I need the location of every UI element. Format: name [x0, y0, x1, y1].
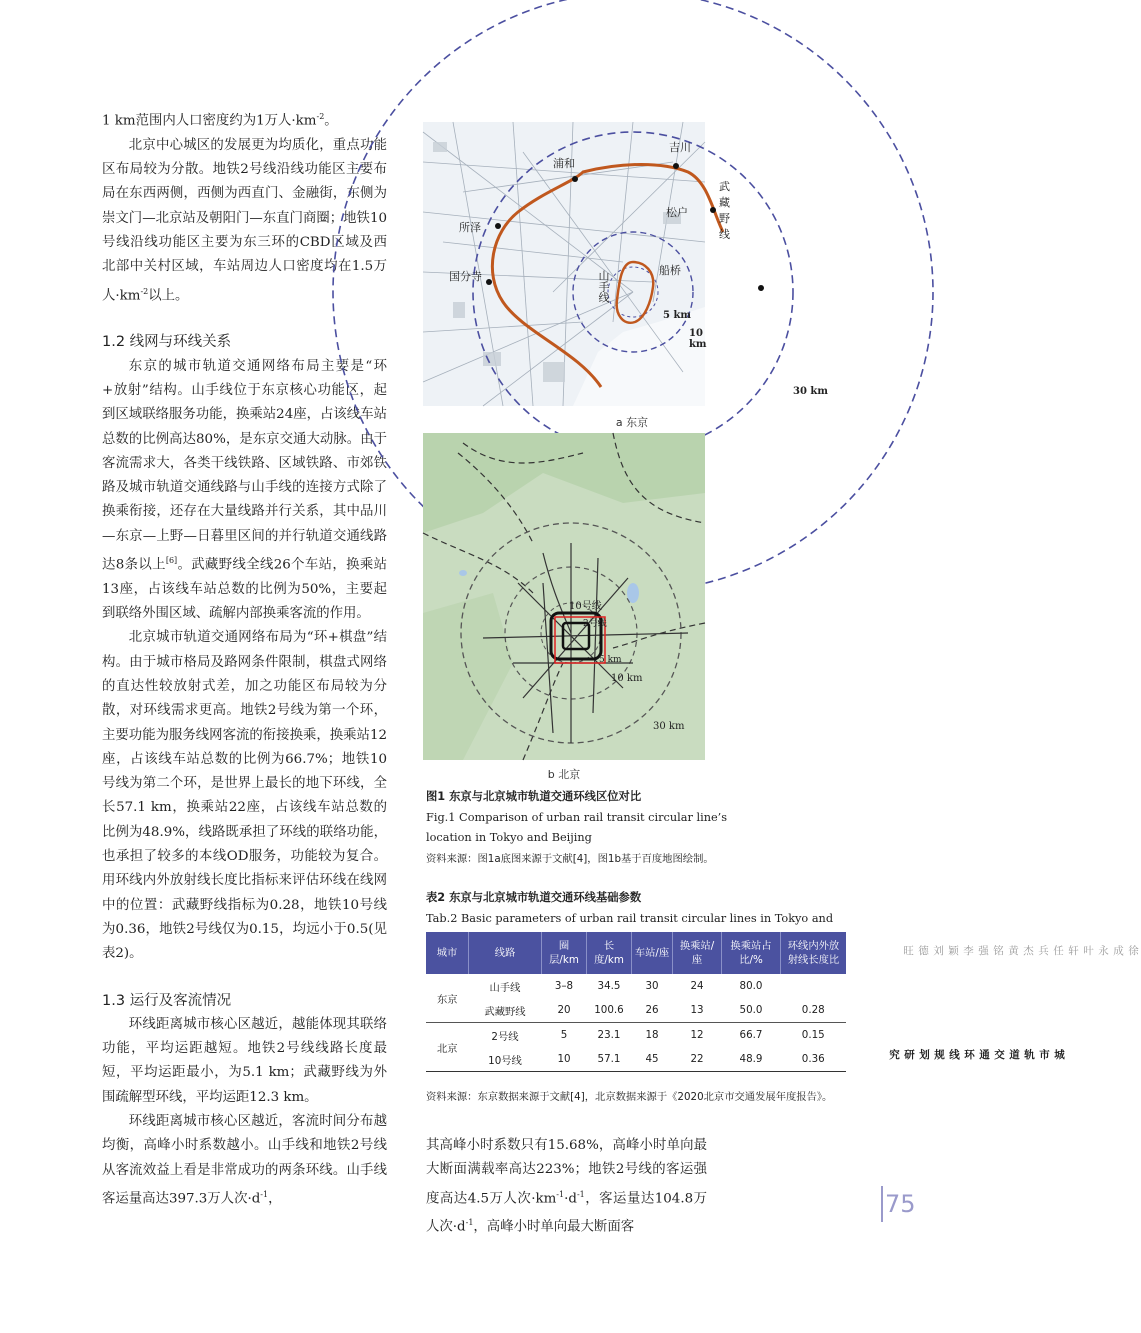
cell-city-beijing: 北京: [426, 1023, 469, 1072]
cell: 30: [645, 980, 659, 992]
table-caption-cn: 表2 东京与北京城市轨道交通环线基础参数: [426, 891, 642, 904]
table-row: [426, 998, 846, 1023]
label-matsudo: 松户: [666, 206, 688, 219]
cell: 13: [673, 998, 722, 1023]
col-transfer-ratio: 换乘站占比/%: [722, 932, 781, 974]
table-header-row: [426, 932, 846, 974]
cell: 48.9: [722, 1047, 781, 1072]
section-heading-1-2: 1.2 线网与环线关系: [102, 334, 232, 351]
label-urawa: 浦和: [553, 157, 575, 170]
label-10km-a: 10 km: [689, 328, 707, 350]
figure-caption: [426, 787, 846, 869]
cell: 山手线: [489, 981, 521, 994]
cell: 80.0: [739, 980, 763, 992]
right-column-text: 其高峰小时系数只有15.68%，高峰小时单向最大断面满载率高达223%；地铁2号线的客运强度高达4.5万人次$\cdot km^{-1}\cdot d^{-1}$，客运量达104.8万人次$\cdot d^{-1}$，高峰小时单向最大断面客: [426, 1138, 707, 1235]
table-row: [426, 1047, 846, 1072]
cell: 100.6: [587, 998, 632, 1023]
cell: 18: [645, 1029, 659, 1041]
subcaption-a: a 东京: [615, 416, 649, 429]
table-caption-en: Tab.2 Basic parameters of urban rail transit circular lines in Tokyo and: [426, 911, 834, 925]
beijing-map: [423, 433, 705, 760]
sidebar-title: 城市轨道交通环线规划研究: [888, 1049, 1065, 1061]
label-30km-a: 30 km: [793, 386, 828, 397]
col-ring: 圈层/km: [542, 932, 587, 974]
cell: 34.5: [597, 980, 621, 992]
page-number-bar: [881, 1186, 883, 1222]
figure-caption-en-2: location in Tokyo and Beijing: [426, 831, 592, 844]
figure-caption-cn: 图1 东京与北京城市轨道交通环线区位对比: [426, 790, 642, 803]
label-30km-b: 30 km: [653, 721, 685, 732]
cell: 45: [632, 1047, 673, 1072]
tokyo-map: [423, 122, 730, 406]
parameters-table: [426, 932, 846, 1072]
left-column: [102, 105, 387, 1212]
label-yoshikawa: 吉川: [669, 141, 691, 154]
table-source: 资料来源：东京数据来源于文献[4]，北京数据来源于《2020北京市交通发展年度报告》。: [426, 1091, 833, 1103]
cell: 2号线: [491, 1030, 519, 1043]
col-length: 长度/km: [587, 932, 632, 974]
paragraph-5: 环线距离城市核心区越近，客流时间分布越均衡，高峰小时系数越小。山手线和地铁2号线从客流效益上看是非常成功的两条环线。山手线客运量高达397.3万人次$\cdot d^{-1}$，: [102, 1113, 387, 1207]
label-kokubunji: 国分寺: [449, 270, 482, 283]
label-funabashi: 船桥: [659, 264, 681, 277]
cell: 57.1: [587, 1047, 632, 1072]
subcaption-b: b 北京: [547, 768, 581, 781]
col-city: 城市: [426, 932, 469, 974]
label-musashino-line: 武藏野线: [719, 180, 730, 241]
cell: 0.28: [781, 998, 847, 1023]
label-10km-b: 10 km: [611, 673, 643, 684]
col-stations: 车站/座: [632, 932, 673, 974]
cell: 武藏野线: [469, 998, 542, 1023]
cell: 26: [632, 998, 673, 1023]
col-transfer: 换乘站/座: [673, 932, 722, 974]
cell: 0.15: [801, 1029, 825, 1041]
cell: 22: [673, 1047, 722, 1072]
section-heading-1-3: 1.3 运行及客流情况: [102, 992, 232, 1009]
beijing-map-graphic: [423, 433, 705, 760]
cell: 50.0: [722, 998, 781, 1023]
table-row: [426, 974, 846, 998]
label-5km-a: 5 km: [663, 310, 691, 321]
label-line-2: 2号线: [583, 619, 607, 629]
cell: 66.7: [739, 1029, 763, 1041]
cell: 12: [690, 1029, 704, 1041]
cell: 24: [690, 980, 704, 992]
cell-city-tokyo: 东京: [426, 974, 469, 1023]
figure-source: 资料来源：图1a底图来源于文献[4]，图1b基于百度地图绘制。: [426, 852, 714, 865]
cell: 20: [542, 998, 587, 1023]
label-line-10: 10号线: [569, 601, 602, 612]
label-yamanote-line: 山手线: [597, 270, 610, 303]
paragraph-0: 1 km范围内人口密度约为1万人$\cdot km^{-2}$。: [102, 112, 338, 129]
cell: 23.1: [597, 1029, 621, 1041]
paragraph-3: 北京城市轨道交通网络布局为“环+棋盘”结构。由于城市格局及路网条件限制，棋盘式网络的直达性较放射式差，加之功能区布局较为分散，对环线需求更高。地铁2号线为第一个环，主要功能为服务线网客流的衔接换乘，换乘站12座，占该线车站总数的比例为66.7%；地铁10号线为第二个环，是世界上最长的地下环线，全长57.1 km，换乘站22座，占该线车站总数的比例为48.9%，线路既承担了环线的联络功能，也承担了较多的本线OD服务，功能较为复合。用环线内外放射线长度比指标来评估环线在线网中的位置：武藏野线指标为0.28，地铁10号线为0.36，地铁2号线仅为0.15，均远小于0.5(见表2)。: [102, 630, 387, 962]
figure-caption-en-1: Fig.1 Comparison of urban rail transit circular line’s: [426, 810, 728, 824]
cell: 10号线: [469, 1047, 542, 1072]
cell: 3–8: [554, 980, 574, 992]
paragraph-4: 环线距离城市核心区越近，越能体现其联络功能，平均运距越短。地铁2号线线路长度最短，平均运距最小，为5.1 km；武藏野线为外围疏解型环线，平均运距12.3 km。: [102, 1016, 387, 1105]
cell: 10: [542, 1047, 587, 1072]
label-5km-b: 5 km: [599, 655, 622, 665]
col-radial-ratio: 环线内外放射线长度比: [781, 932, 847, 974]
paragraph-2: 东京的城市轨道交通网络布局主要是“环+放射”结构。山手线位于东京核心功能区，起到区域联络服务功能，换乘站24座，占该线车站总数的比例高达80%，是东京交通大动脉。由于客流需求大，各类干线铁路、区域铁路、市郊铁路及城市轨道交通线路与山手线的连接方式除了换乘衔接，还存在大量线路并行关系，其中品川—东京—上野—日暮里区间的并行轨道交通线路达8条以上[6]。武藏野线全线26个车站，换乘站13座，占该线车站总数的比例为50%，主要起到联络外围区域、疏解内部换乘客流的作用。: [102, 358, 387, 622]
sidebar-authors: 徐成永 叶轩 任兵杰 黄铭强 李颖 刘德旺: [902, 945, 1139, 957]
page-number: 75: [885, 1190, 916, 1218]
col-line: 线路: [469, 932, 542, 974]
table-row: [426, 1023, 846, 1048]
cell: 0.36: [781, 1047, 847, 1072]
cell: 5: [560, 1029, 568, 1041]
label-tokorozawa: 所泽: [459, 221, 481, 234]
paragraph-1: 北京中心城区的发展更为均质化，重点功能区布局较为分散。地铁2号线沿线功能区主要布局在东西两侧，西侧为西直门、金融街，东侧为崇文门—北京站及朝阳门—东直门商圈；地铁10号线沿线功能区主要为东三环的CBD区域及西北部中关村区域，车站周边人口密度均在1.5万人$\cdot km^{-2}$以上。: [102, 137, 387, 304]
cell: [781, 974, 847, 998]
